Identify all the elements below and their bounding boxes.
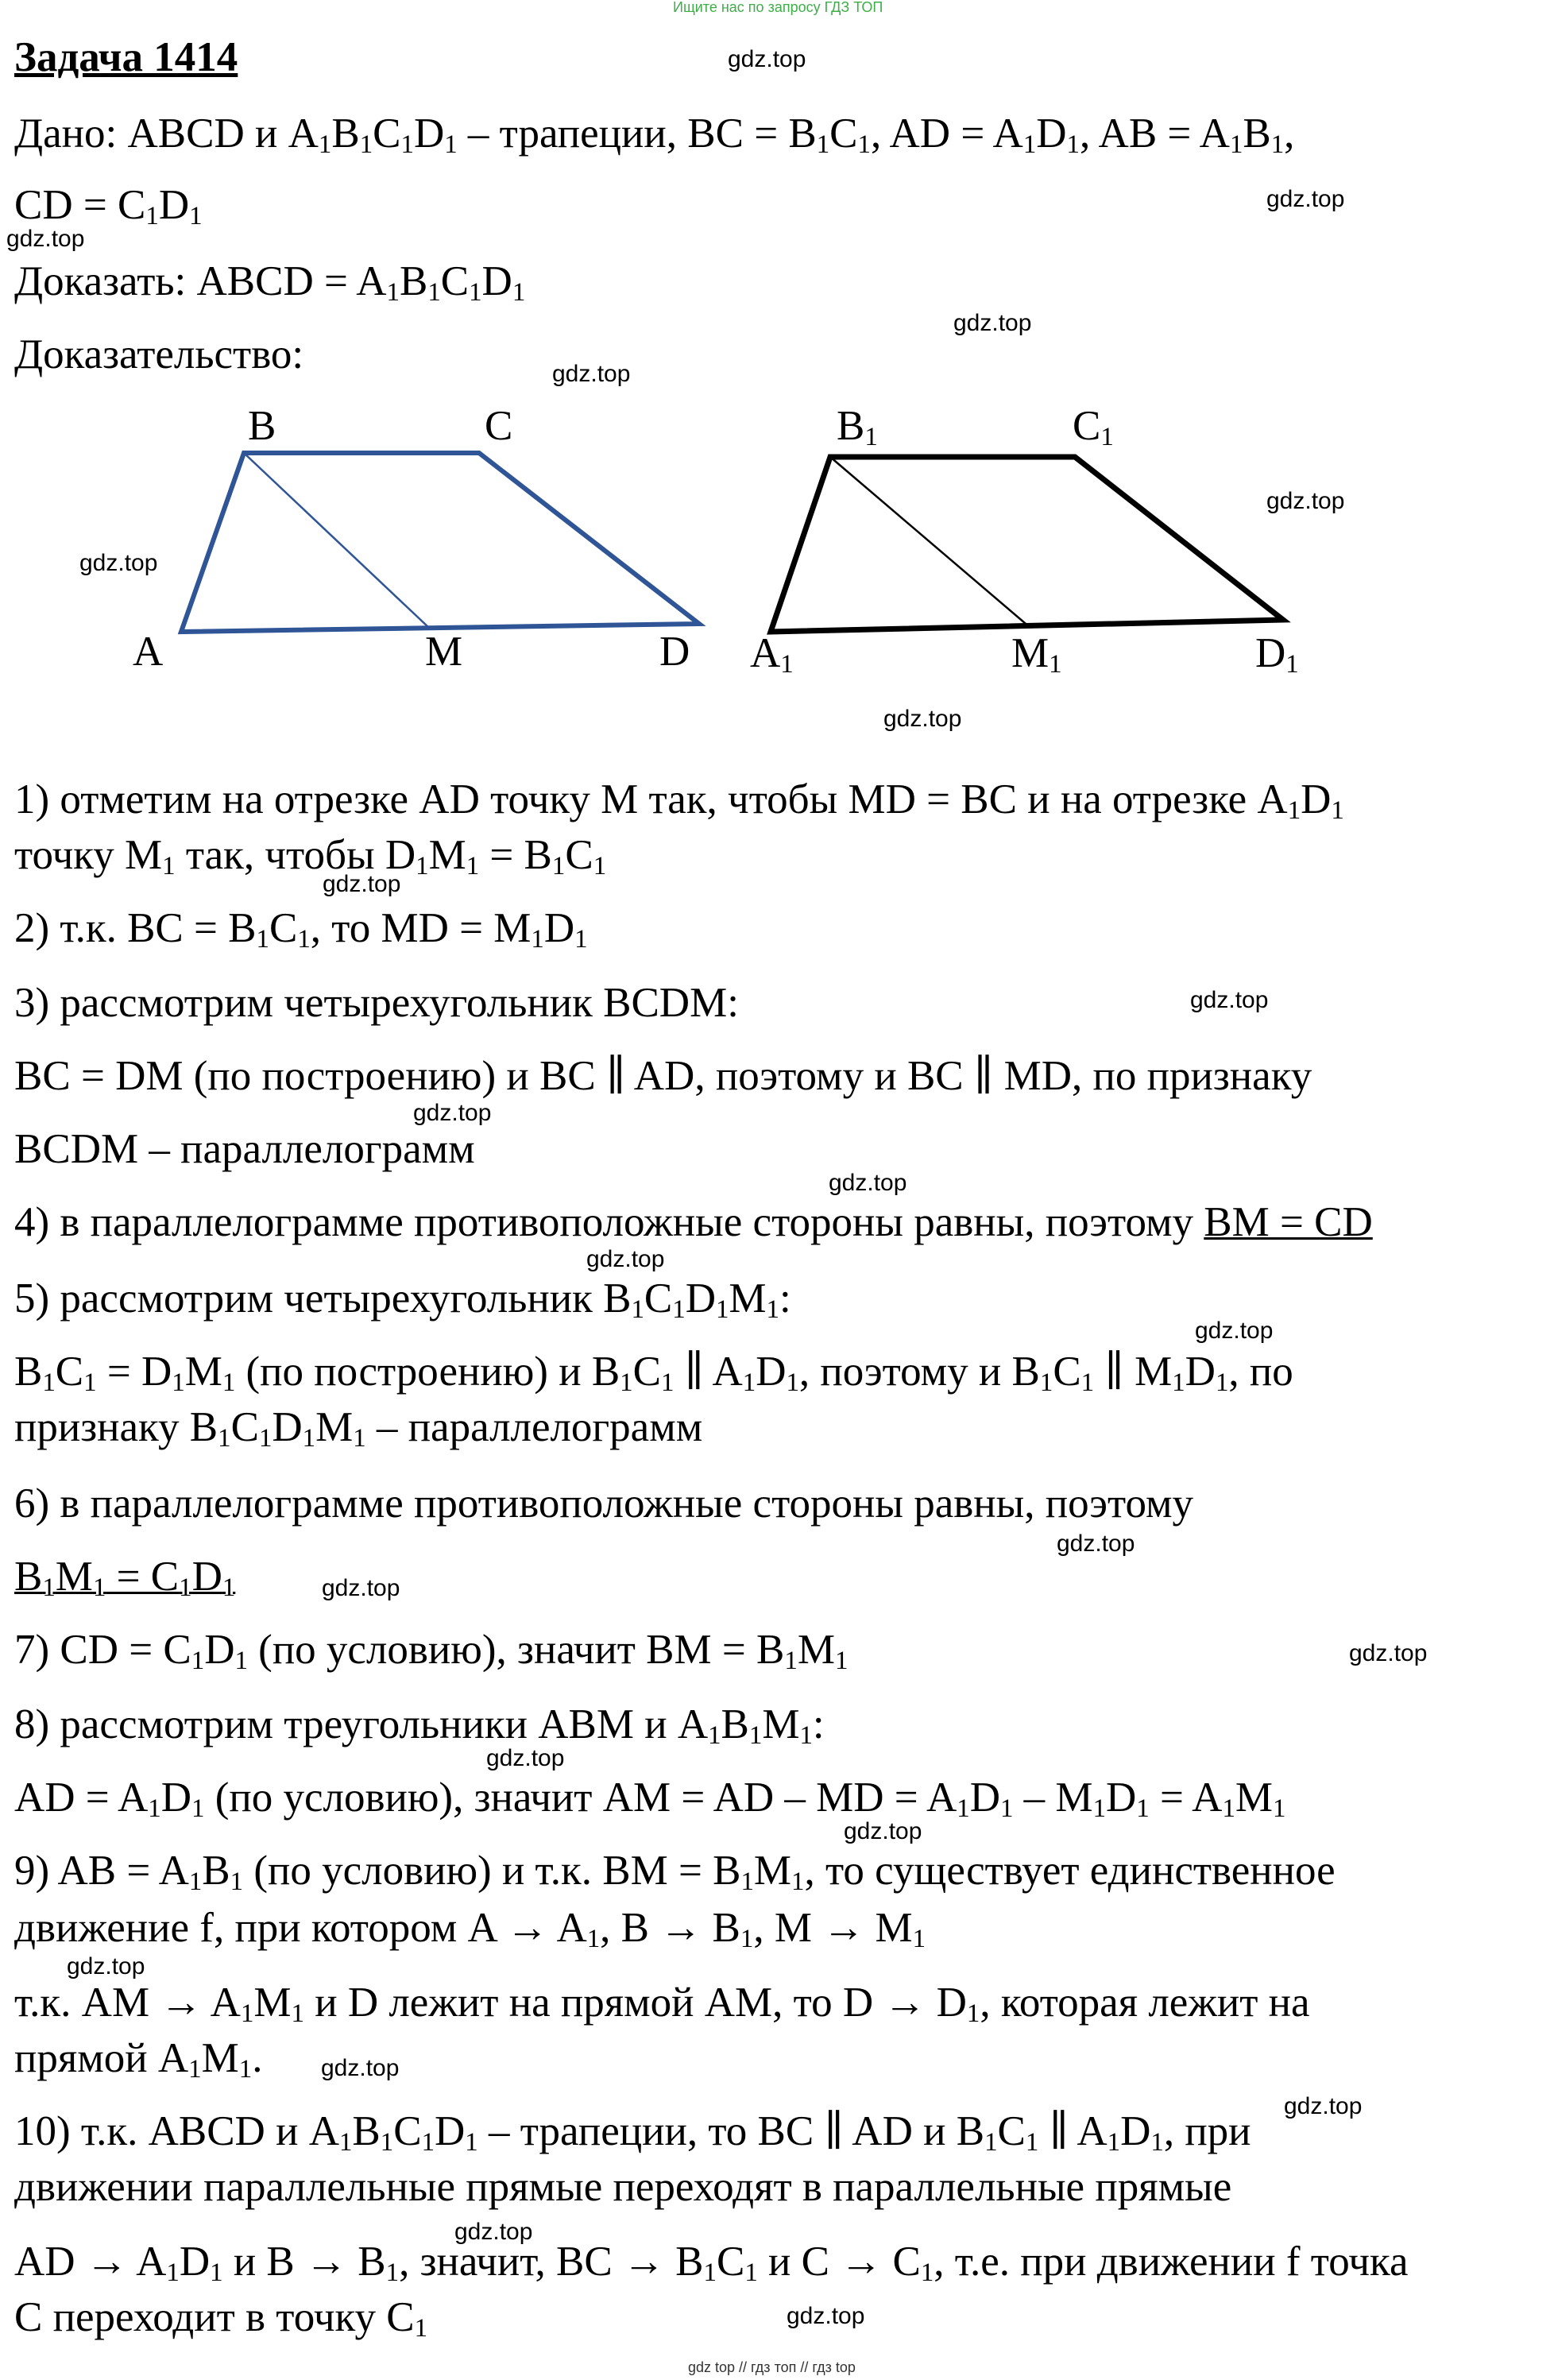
label-c: C: [485, 403, 513, 449]
segment-bm: [244, 453, 429, 628]
watermark: gdz.top: [1284, 2093, 1363, 2119]
watermark: gdz.top: [322, 1575, 400, 1601]
watermark: gdz.top: [413, 1100, 492, 1126]
watermark: gdz.top: [454, 2219, 533, 2245]
given-line-1: Дано: ABCD и $A_1B_1C_1D_1$ – трапеции, BC = $B_1C_1$, AD = $A_1D_1$, AB = $A_1B_1$,: [14, 110, 1295, 160]
label-d1: $D_1$: [1255, 630, 1299, 679]
label-a1: $A_1$: [750, 630, 794, 679]
step-4-conclusion: BM = CD: [1204, 1199, 1373, 1245]
watermark: gdz.top: [728, 46, 806, 72]
watermark: gdz.top: [953, 310, 1032, 336]
trapezoid-abcd: [181, 453, 699, 632]
step-5-line-c: признаку $B_1C_1D_1M_1$ – параллелограмм: [14, 1404, 703, 1453]
watermark: gdz.top: [67, 1953, 145, 1979]
watermark: gdz.top: [6, 226, 85, 252]
step-10-line-a: 10) т.к. ABCD и $A_1B_1C_1D_1$ – трапеции, то BC ∥ AD и $B_1C_1$ ∥ $A_1D_1$, при: [14, 2108, 1251, 2157]
step-3-line-b: BC = DM (по построению) и BC ∥ AD, поэтому и BC ∥ MD, по признаку: [14, 1053, 1312, 1099]
watermark: gdz.top: [552, 361, 631, 387]
watermark: gdz.top: [1266, 488, 1345, 514]
step-9-line-d: прямой $A_1M_1$.: [14, 2035, 263, 2084]
step-5-line-b: $B_1C_1 = D_1M_1$ (по построению) и $B_1C_1$ ∥ $A_1D_1$, поэтому и $B_1C_1$ ∥ $M_1D_1$, по: [14, 1349, 1293, 1398]
watermark: gdz.top: [79, 550, 158, 576]
proof-heading: Доказательство:: [14, 331, 304, 377]
trapezoid-a1b1c1d1: [771, 457, 1283, 632]
step-10-line-c: AD → $A_1D_1$ и $B \to B_1$, значит, BC → $B_1C_1$ и $C \to C_1$, т.е. при движении f точка: [14, 2239, 1409, 2288]
watermark: gdz.top: [829, 1170, 907, 1196]
watermark: gdz.top: [844, 1818, 922, 1844]
trapezoid-figures: [0, 0, 1554, 731]
problem-title: Задача 1414: [14, 34, 238, 80]
step-8-line-a: 8) рассмотрим треугольники ABM и $A_1B_1M_1$:: [14, 1701, 825, 1751]
watermark: gdz.top: [1190, 987, 1269, 1013]
segment-b1m1: [830, 457, 1030, 628]
step-1-line-a: 1) отметим на отрезке AD точку M так, чтобы MD = BC и на отрезке $A_1D_1$: [14, 776, 1344, 826]
label-b: B: [248, 403, 276, 449]
watermark: gdz.top: [787, 2303, 865, 2329]
watermark: gdz.top: [323, 871, 401, 897]
step-4: 4) в параллелограмме противоположные стороны равны, поэтому BM = CD: [14, 1199, 1373, 1245]
trapezoid-abcd-outline: [181, 453, 699, 632]
step-3-line-c: BCDM – параллелограмм: [14, 1126, 475, 1172]
step-3-line-a: 3) рассмотрим четырехугольник BCDM:: [14, 980, 739, 1026]
step-5-line-a: 5) рассмотрим четырехугольник $B_1C_1D_1M_1$:: [14, 1275, 791, 1325]
step-1-line-b: точку $M_1$ так, чтобы $D_1M_1 = B_1C_1$: [14, 832, 607, 881]
step-6-conclusion: $B_1M_1 = C_1D_1$: [14, 1554, 236, 1603]
watermark-top: Ищите нас по запросу ГДЗ ТОП: [673, 0, 883, 15]
step-9-line-c: т.к. AM → $A_1M_1$ и D лежит на прямой AM, то $D \to D_1$, которая лежит на: [14, 1979, 1310, 2029]
watermark: gdz.top: [586, 1246, 665, 1272]
watermark: gdz.top: [486, 1745, 565, 1771]
watermark: gdz.top: [1266, 186, 1345, 212]
step-6-line-a: 6) в параллелограмме противоположные стороны равны, поэтому: [14, 1480, 1194, 1527]
step-10-line-b: движении параллельные прямые переходят в параллельные прямые: [14, 2164, 1232, 2210]
prove-line: Доказать: ABCD = $A_1B_1C_1D_1$: [14, 258, 526, 308]
step-7: 7) CD = $C_1D_1$ (по условию), значит BM = $B_1M_1$: [14, 1627, 849, 1676]
step-8-line-b: AD = $A_1D_1$ (по условию), значит AM = AD – MD = $A_1D_1 - M_1D_1 = A_1M_1$: [14, 1774, 1286, 1824]
label-d: D: [659, 629, 690, 675]
trapezoid-a1b1c1d1-outline: [771, 457, 1283, 632]
label-c1: $C_1$: [1073, 403, 1114, 452]
label-a: A: [133, 629, 164, 675]
step-9-line-b: движение f, при котором $A \to A_1$, $B \to B_1$, $M \to M_1$: [14, 1905, 926, 1954]
watermark: gdz.top: [1195, 1318, 1274, 1344]
given-line-2: CD = $C_1D_1$: [14, 182, 203, 231]
label-m1: $M_1$: [1011, 630, 1062, 679]
watermark: gdz.top: [1349, 1640, 1428, 1666]
step-10-line-d: C переходит в точку $C_1$: [14, 2294, 428, 2343]
label-b1: $B_1$: [837, 403, 878, 452]
watermark-bottom: gdz top // гдз топ // гдз top: [688, 2359, 856, 2375]
watermark: gdz.top: [321, 2055, 400, 2081]
watermark: gdz.top: [1057, 1531, 1135, 1557]
watermark: gdz.top: [883, 706, 962, 732]
step-2: 2) т.к. BC = $B_1C_1$, то MD = $M_1D_1$: [14, 905, 588, 954]
step-9-line-a: 9) AB = $A_1B_1$ (по условию) и т.к. BM = $B_1M_1$, то существует единственное: [14, 1848, 1336, 1897]
label-m: M: [425, 629, 463, 675]
